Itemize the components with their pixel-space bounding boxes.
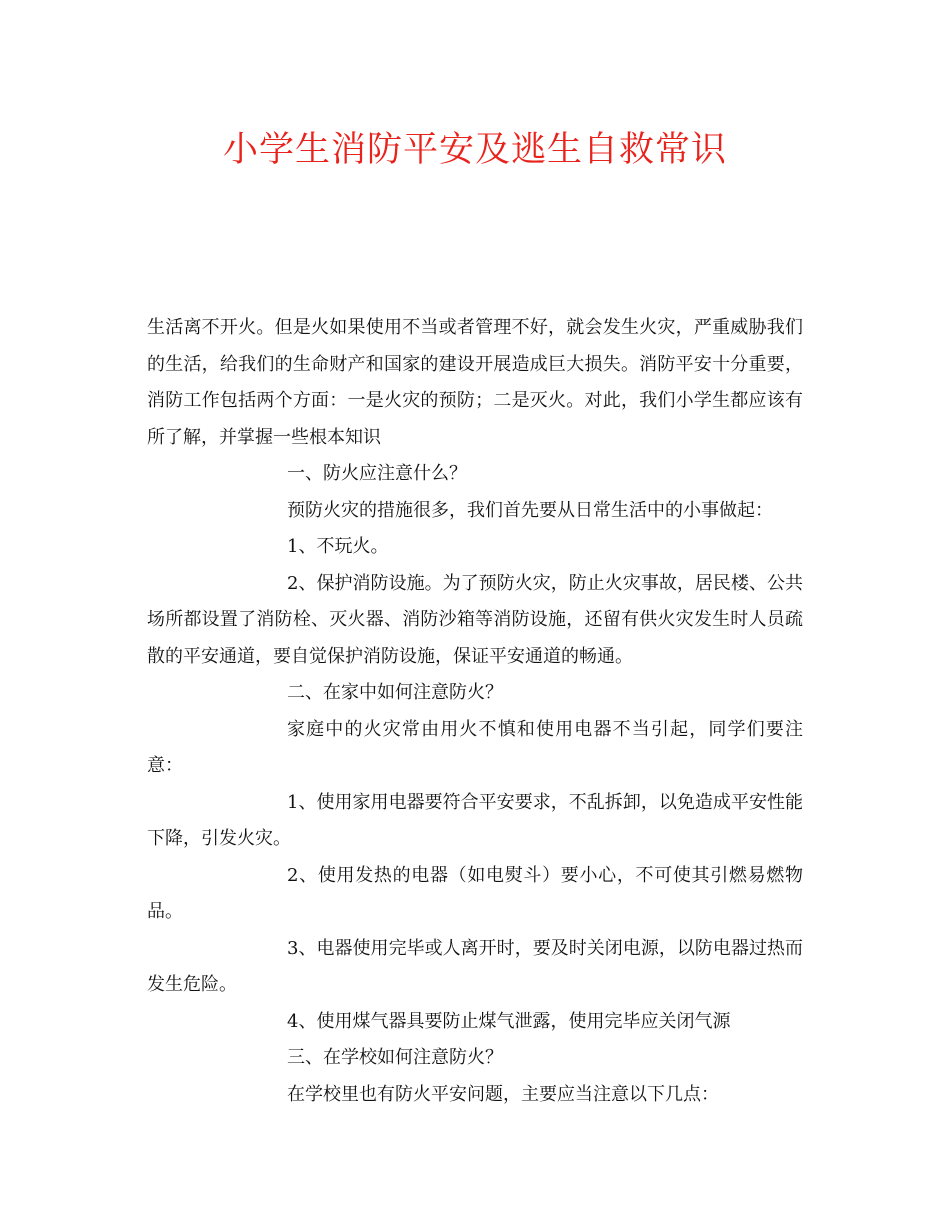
section-heading-3: 三、在学校如何注意防火？	[287, 1047, 503, 1068]
section-heading-1: 一、防火应注意什么？	[287, 463, 467, 484]
paragraph: 在学校里也有防火平安问题，主要应当注意以下几点：	[287, 1083, 719, 1105]
list-item: 1、使用家用电器要符合平安要求，不乱拆卸，以免造成平安性能下降，引发火灾。	[147, 791, 803, 849]
document-body	[147, 310, 803, 1113]
document-title: 小学生消防平安及逃生自救常识	[222, 130, 727, 170]
list-item: 1、不玩火。	[287, 536, 389, 557]
paragraph: 预防火灾的措施很多，我们首先要从日常生活中的小事做起：	[287, 499, 773, 521]
paragraph: 家庭中的火灾常由用火不慎和使用电器不当引起，同学们要注意：	[147, 718, 803, 776]
intro-paragraph: 生活离不开火。但是火如果使用不当或者管理不好，就会发生火灾，严重威胁我们的生活，给我们的生命财产和国家的建设开展造成巨大损失。消防平安十分重要，消防工作包括两个方面：一是火灾的预防；二是灭火。对此，我们小学生都应该有所了解，并掌握一些根本知识	[147, 317, 803, 448]
section-heading-2: 二、在家中如何注意防火？	[287, 682, 503, 703]
list-item: 3、电器使用完毕或人离开时，要及时关闭电源，以防电器过热而发生危险。	[147, 937, 803, 995]
list-item: 2、保护消防设施。为了预防火灾，防止火灾事故，居民楼、公共场所都设置了消防栓、灭火器、消防沙箱等消防设施，还留有供火灾发生时人员疏散的平安通道，要自觉保护消防设施，保证平安通道的畅通。	[147, 572, 803, 667]
list-item: 4、使用煤气器具要防止煤气泄露，使用完毕应关闭气源	[287, 1010, 731, 1032]
list-item: 2、使用发热的电器（如电熨斗）要小心，不可使其引燃易燃物品。	[147, 864, 803, 922]
